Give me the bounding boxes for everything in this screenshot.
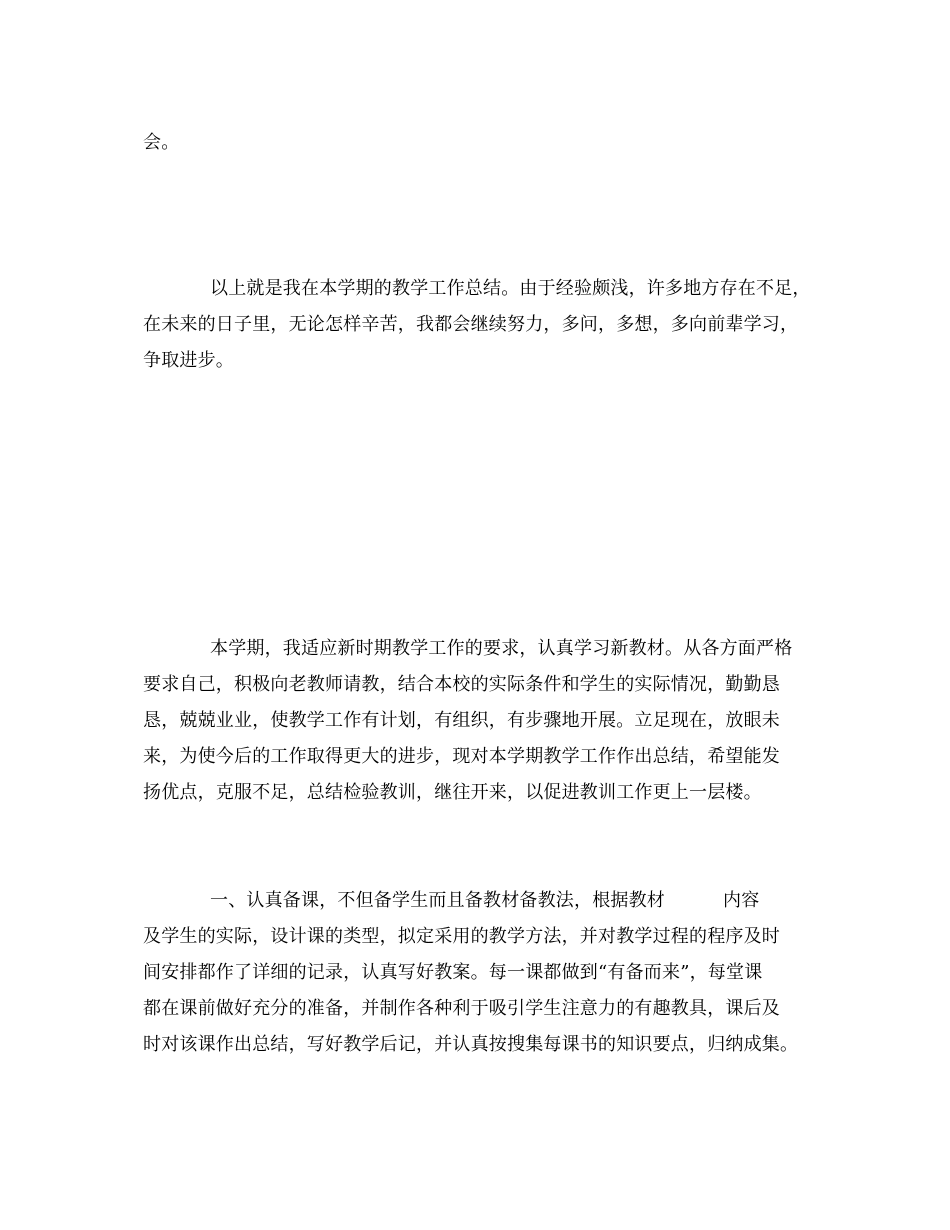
paragraph-line: 来，为使今后的工作取得更大的进步，现对本学期教学工作作出总结，希望能发 [143, 746, 780, 767]
paragraph-line: 以上就是我在本学期的教学工作总结。由于经验颇浅，许多地方存在不足， [210, 278, 811, 299]
paragraph-line: 间安排都作了详细的记录，认真写好教案。每一课都做到“有备而来”，每堂课 [143, 962, 763, 983]
section-heading-line [210, 890, 759, 912]
paragraph-line: 争取进步。 [143, 350, 234, 371]
paragraph-line: 及学生的实际，设计课的类型，拟定采用的教学方法，并对教学过程的程序及时 [143, 926, 780, 947]
paragraph-line: 时对该课作出总结，写好教学后记，并认真按搜集每课书的知识要点，归纳成集。 [143, 1034, 799, 1055]
paragraph-line: 在未来的日子里，无论怎样辛苦，我都会继续努力，多问，多想，多向前辈学习， [143, 314, 799, 335]
paragraph-line: 本学期，我适应新时期教学工作的要求，认真学习新教材。从各方面严格 [210, 638, 793, 659]
paragraph-line: 扬优点，克服不足，总结检验教训，继往开来，以促进教训工作更上一层楼。 [143, 782, 762, 803]
section-heading-tail: 内容 [723, 890, 760, 911]
paragraph-line: 都在课前做好充分的准备，并制作各种利于吸引学生注意力的有趣教具，课后及 [143, 998, 780, 1019]
fragment-line: 会。 [143, 132, 180, 153]
paragraph-line: 要求自己，积极向老教师请教，结合本校的实际条件和学生的实际情况，勤勤恳 [143, 674, 780, 695]
paragraph-line: 恳，兢兢业业，使教学工作有计划，有组织，有步骤地开展。立足现在，放眼未 [143, 710, 780, 731]
section-heading-text: 一、认真备课，不但备学生而且备教材备教法，根据教材 [210, 890, 665, 911]
